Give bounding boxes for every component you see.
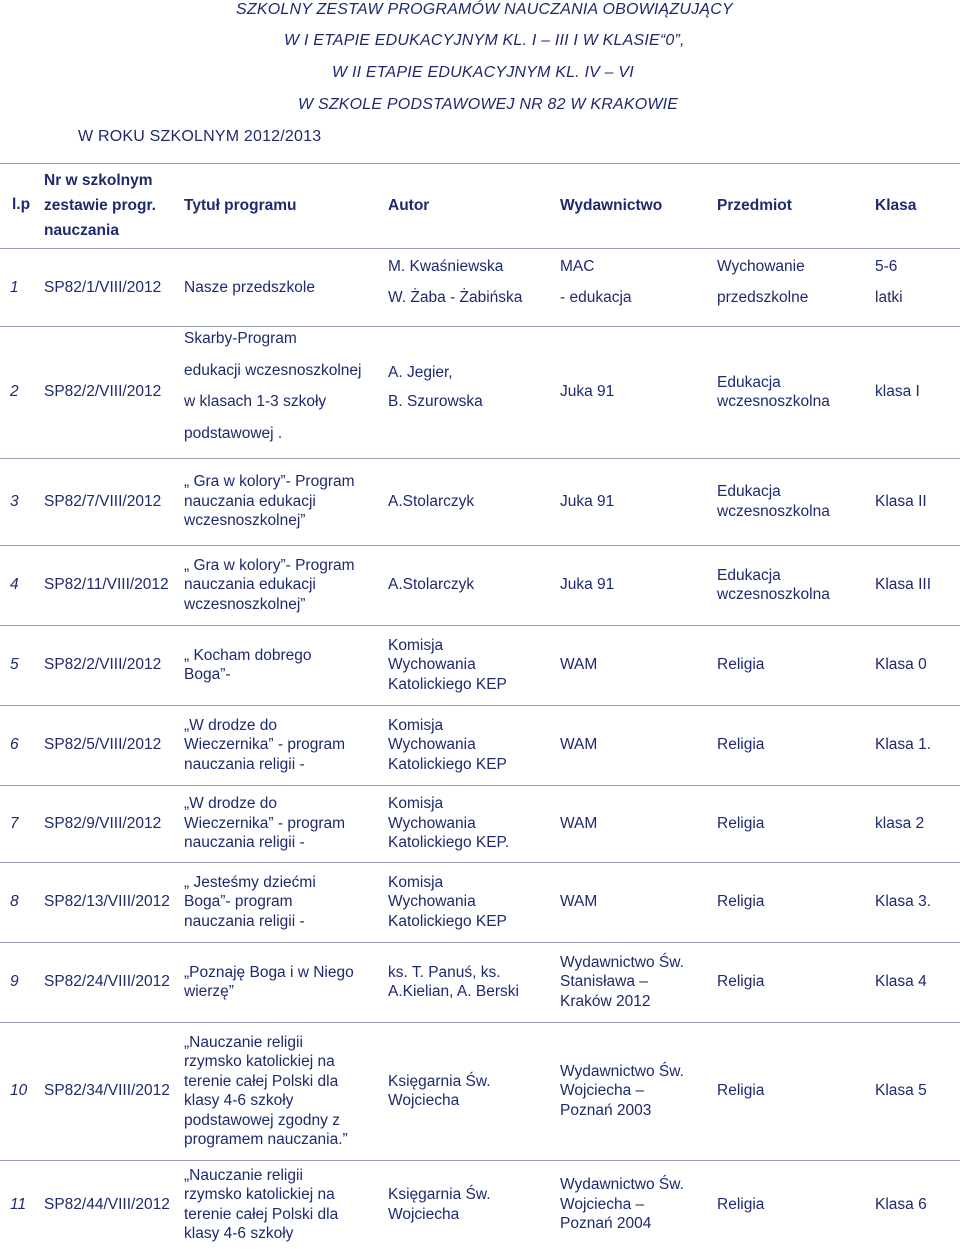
- program-author: M. Kwaśniewska: [388, 258, 504, 275]
- program-title: „ Jesteśmy dziećmi: [184, 873, 316, 891]
- publisher: WAM: [560, 656, 598, 674]
- program-author: Wychowania: [388, 814, 476, 832]
- program-title: podstawowej zgodny z: [184, 1111, 340, 1129]
- program-title: wierzę”: [184, 983, 234, 1000]
- program-title: „W drodze do: [184, 795, 278, 813]
- program-author: Komisja: [388, 795, 444, 813]
- grade: Klasa 4: [875, 973, 927, 991]
- program-number: SP82/34/VIII/2012: [44, 1082, 170, 1100]
- program-title: w klasach 1-3 szkoły: [184, 393, 327, 410]
- col-nr-header-line: zestawie progr.: [44, 197, 156, 214]
- grade: Klasa 5: [875, 1082, 927, 1100]
- row-number: 2: [10, 383, 19, 401]
- col-autor-header: Autor: [388, 197, 430, 214]
- row-divider: [0, 545, 960, 546]
- row-divider: [0, 862, 960, 863]
- program-number: SP82/44/VIII/2012: [44, 1195, 170, 1213]
- program-title: rzymsko katolickiej na: [184, 1186, 335, 1203]
- col-wydawnictwo-header: Wydawnictwo: [560, 197, 663, 214]
- program-title: klasy 4-6 szkoły: [184, 1092, 294, 1109]
- doc-title-line-1: SZKOLNY ZESTAW PROGRAMÓW NAUCZANIA OBOWIĄZUJĄCY: [236, 1, 733, 18]
- program-author: A. Jegier,: [388, 364, 453, 381]
- program-number: SP82/13/VIII/2012: [44, 893, 170, 911]
- subject: Edukacja: [717, 373, 781, 391]
- program-title: „ Gra w kolory”- Program: [184, 473, 355, 491]
- subject: wczesnoszkolna: [717, 586, 830, 603]
- subject: przedszkolne: [717, 289, 809, 306]
- col-nr-header-line: Nr w szkolnym: [44, 172, 153, 189]
- program-number: SP82/1/VIII/2012: [44, 279, 162, 297]
- col-lp-header: l.p: [12, 196, 31, 213]
- doc-title-line-4: W SZKOLE PODSTAWOWEJ NR 82 W KRAKOWIE: [298, 96, 679, 113]
- col-tytul-header: Tytuł programu: [184, 197, 297, 214]
- program-title: klasy 4-6 szkoły: [184, 1225, 294, 1242]
- publisher: Wojciecha –: [560, 1082, 645, 1100]
- program-title: „ Gra w kolory”- Program: [184, 556, 355, 574]
- subject: wczesnoszkolna: [717, 393, 830, 410]
- grade: Klasa 6: [875, 1195, 927, 1213]
- publisher: Kraków 2012: [560, 992, 651, 1010]
- program-author: A.Kielian, A. Berski: [388, 983, 519, 1000]
- program-title: wczesnoszkolnej”: [184, 595, 306, 613]
- program-author: A.Stolarczyk: [388, 492, 475, 510]
- program-author: Wychowania: [388, 656, 476, 674]
- program-number: SP82/2/VIII/2012: [44, 383, 162, 401]
- grade: latki: [875, 289, 903, 306]
- program-title: rzymsko katolickiej na: [184, 1053, 335, 1070]
- publisher: Wydawnictwo Św.: [560, 953, 684, 971]
- doc-title-line-3: W II ETAPIE EDUKACYJNYM KL. IV – VI: [332, 64, 634, 81]
- row-divider: [0, 942, 960, 943]
- grade: Klasa 1.: [875, 736, 932, 754]
- grade: klasa 2: [875, 814, 925, 832]
- grade: Klasa II: [875, 492, 927, 510]
- row-divider: [0, 705, 960, 706]
- publisher: Juka 91: [560, 383, 615, 401]
- program-title: „W drodze do: [184, 716, 278, 734]
- publisher: Juka 91: [560, 576, 615, 594]
- program-title: nauczania religii -: [184, 755, 305, 773]
- row-number: 7: [10, 814, 19, 832]
- program-title: nauczania religii -: [184, 912, 305, 930]
- row-divider: [0, 458, 960, 459]
- program-title: podstawowej .: [184, 424, 283, 442]
- publisher: Juka 91: [560, 492, 615, 510]
- program-title: Wieczernika” - program: [184, 814, 346, 832]
- subject: wczesnoszkolna: [717, 502, 830, 520]
- grade: Klasa III: [875, 576, 931, 594]
- program-author: Katolickiego KEP.: [388, 834, 510, 852]
- subject: Religia: [717, 814, 765, 832]
- subject: Edukacja: [717, 483, 781, 500]
- publisher: Stanisława –: [560, 973, 648, 991]
- row-number: 9: [10, 973, 19, 991]
- program-title: programem nauczania.”: [184, 1131, 348, 1148]
- col-nr-header-line: nauczania: [44, 222, 119, 239]
- doc-title-line-2: W I ETAPIE EDUKACYJNYM KL. I – III I W KLASIE“0”,: [284, 32, 685, 49]
- program-title: terenie całej Polski dla: [184, 1072, 339, 1090]
- program-author: Komisja: [388, 716, 444, 734]
- program-author: Katolickiego KEP: [388, 912, 507, 930]
- subject: Religia: [717, 973, 765, 991]
- program-author: Komisja: [388, 873, 444, 891]
- publisher: WAM: [560, 736, 598, 754]
- program-title: nauczania edukacji: [184, 576, 316, 594]
- col-przedmiot-header: Przedmiot: [717, 197, 792, 214]
- publisher: Wydawnictwo Św.: [560, 1176, 684, 1194]
- publisher: Poznań 2004: [560, 1215, 652, 1233]
- program-title: nauczania edukacji: [184, 492, 316, 510]
- publisher: MAC: [560, 258, 595, 275]
- program-author: W. Żaba - Żabińska: [388, 289, 523, 306]
- row-divider: [0, 625, 960, 626]
- row-number: 8: [10, 893, 19, 911]
- subject: Religia: [717, 1082, 765, 1100]
- program-number: SP82/7/VIII/2012: [44, 492, 162, 510]
- subject: Religia: [717, 736, 765, 754]
- row-number: 11: [10, 1195, 27, 1213]
- program-author: Katolickiego KEP: [388, 675, 507, 693]
- program-author: Wychowania: [388, 736, 476, 754]
- header-bottom-border: [0, 248, 960, 249]
- program-title: Skarby-Program: [184, 330, 297, 347]
- program-author: Wojciecha: [388, 1092, 460, 1109]
- row-divider: [0, 326, 960, 327]
- row-number: 5: [10, 656, 19, 674]
- row-number: 10: [10, 1082, 28, 1100]
- subject: Religia: [717, 656, 765, 674]
- program-author: Komisja: [388, 636, 444, 654]
- program-title: edukacji wczesnoszkolnej: [184, 361, 362, 379]
- program-author: B. Szurowska: [388, 393, 483, 410]
- table-top-border: [0, 163, 960, 164]
- program-author: ks. T. Panuś, ks.: [388, 963, 501, 981]
- program-title: nauczania religii -: [184, 834, 305, 852]
- program-title: terenie całej Polski dla: [184, 1205, 339, 1223]
- program-number: SP82/2/VIII/2012: [44, 656, 162, 674]
- program-author: Księgarnia Św.: [388, 1072, 491, 1090]
- subject: Religia: [717, 1195, 765, 1213]
- program-number: SP82/5/VIII/2012: [44, 736, 162, 754]
- row-number: 1: [10, 279, 19, 297]
- row-number: 6: [10, 736, 19, 754]
- program-title: Wieczernika” - program: [184, 736, 346, 754]
- program-title: „Nauczanie religii: [184, 1033, 303, 1051]
- program-author: Wojciecha: [388, 1205, 460, 1223]
- row-number: 3: [10, 492, 19, 510]
- publisher: WAM: [560, 814, 598, 832]
- program-author: Katolickiego KEP: [388, 755, 507, 773]
- publisher: Wydawnictwo Św.: [560, 1062, 684, 1080]
- program-title: „ Kocham dobrego: [184, 646, 312, 664]
- program-title: „Nauczanie religii: [184, 1166, 303, 1184]
- program-title: „Poznaję Boga i w Niego: [184, 963, 354, 981]
- grade: 5-6: [875, 258, 898, 275]
- program-title: Boga”-: [184, 666, 231, 683]
- grade: klasa I: [875, 383, 920, 401]
- program-number: SP82/9/VIII/2012: [44, 814, 162, 832]
- publisher: WAM: [560, 893, 598, 911]
- row-divider: [0, 1160, 960, 1161]
- row-divider: [0, 1022, 960, 1023]
- subject: Religia: [717, 893, 765, 911]
- subject: Wychowanie: [717, 258, 805, 275]
- program-title: Boga”- program: [184, 893, 293, 911]
- grade: Klasa 0: [875, 656, 927, 674]
- program-author: Księgarnia Św.: [388, 1186, 491, 1203]
- program-title: wczesnoszkolnej”: [184, 512, 306, 530]
- col-klasa-header: Klasa: [875, 197, 917, 214]
- doc-title-line-5: W ROKU SZKOLNYM 2012/2013: [78, 128, 322, 145]
- publisher: Poznań 2003: [560, 1101, 652, 1119]
- program-title: Nasze przedszkole: [184, 279, 315, 297]
- row-number: 4: [10, 576, 19, 594]
- publisher: - edukacja: [560, 289, 632, 306]
- publisher: Wojciecha –: [560, 1195, 645, 1213]
- program-author: Wychowania: [388, 893, 476, 911]
- subject: Edukacja: [717, 566, 781, 584]
- program-number: SP82/11/VIII/2012: [44, 576, 169, 594]
- program-author: A.Stolarczyk: [388, 576, 475, 594]
- program-number: SP82/24/VIII/2012: [44, 973, 170, 991]
- row-divider: [0, 785, 960, 786]
- grade: Klasa 3.: [875, 893, 932, 911]
